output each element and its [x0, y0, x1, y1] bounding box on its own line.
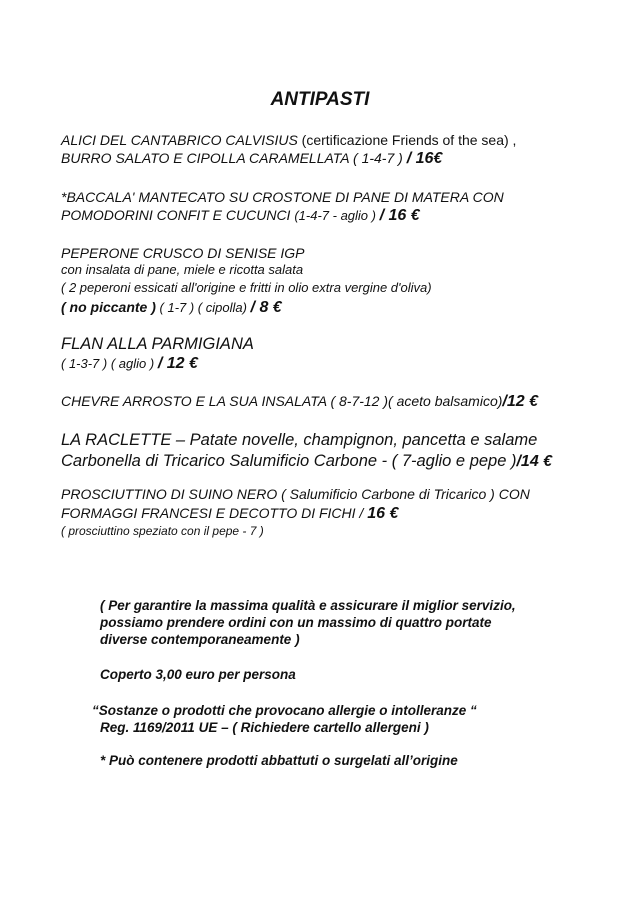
item-allergens: ( 1-7 ) ( cipolla)	[155, 300, 251, 315]
item-note: ( 2 peperoni essicati all'origine e fritti in olio extra vergine d'oliva)	[61, 280, 432, 295]
item-price: / 12 €	[157, 355, 198, 372]
item-name: LA RACLETTE – Patate novelle, champignon, pancetta e salame	[61, 431, 538, 449]
coperto-note: Coperto 3,00 euro per persona	[100, 667, 296, 682]
item-name: PEPERONE CRUSCO DI SENISE IGP	[61, 245, 305, 261]
note-line: diverse contemporaneamente )	[100, 632, 300, 647]
item-name: PROSCIUTTINO DI SUINO NERO ( Salumificio Carbone di Tricarico ) CON	[61, 486, 530, 502]
item-name: CHEVRE ARROSTO E LA SUA INSALATA ( 8-7-12 )( aceto balsamico)	[61, 393, 503, 409]
item-spice: ( no piccante )	[61, 299, 156, 315]
item-name: ALICI DEL CANTABRICO CALVISIUS	[61, 132, 298, 148]
item-price: /12 €	[502, 393, 538, 410]
item-desc: Carbonella di Tricarico Salumificio Carbone - ( 7-aglio e pepe )	[61, 452, 517, 470]
item-note: (certificazione Friends of the sea) ,	[297, 132, 517, 148]
item-note: ( prosciuttino speziato con il pepe - 7 )	[61, 524, 264, 538]
item-price: / 16 €	[379, 207, 420, 224]
item-allergens: ( 1-3-7 ) ( aglio )	[61, 356, 158, 371]
page-title: ANTIPASTI	[270, 89, 370, 110]
item-desc: FORMAGGI FRANCESI E DECOTTO DI FICHI /	[61, 505, 368, 521]
item-desc: POMODORINI CONFIT E CUCUNCI	[61, 207, 295, 223]
item-price: 16 €	[367, 505, 399, 522]
item-price: /14 €	[516, 453, 553, 470]
allergens-note: “Sostanze o prodotti che provocano allergie o intolleranze “	[92, 703, 477, 718]
allergens-regulation: Reg. 1169/2011 UE – ( Richiedere cartello allergeni )	[100, 720, 429, 735]
item-allergens: (1-4-7 - aglio )	[294, 208, 380, 223]
note-line: possiamo prendere ordini con un massimo di quattro portate	[100, 615, 492, 630]
item-desc: con insalata di pane, miele e ricotta salata	[61, 262, 304, 277]
item-price: / 8 €	[250, 299, 282, 316]
item-desc: BURRO SALATO E CIPOLLA CARAMELLATA ( 1-4-7 )	[61, 150, 407, 166]
item-name: FLAN ALLA PARMIGIANA	[61, 335, 254, 353]
frozen-note: * Può contenere prodotti abbattuti o surgelati all’origine	[100, 753, 458, 768]
note-line: ( Per garantire la massima qualità e assicurare il miglior servizio,	[100, 598, 516, 613]
item-name: *BACCALA' MANTECATO SU CROSTONE DI PANE DI MATERA CON	[61, 189, 504, 205]
item-price: / 16€	[406, 150, 443, 167]
